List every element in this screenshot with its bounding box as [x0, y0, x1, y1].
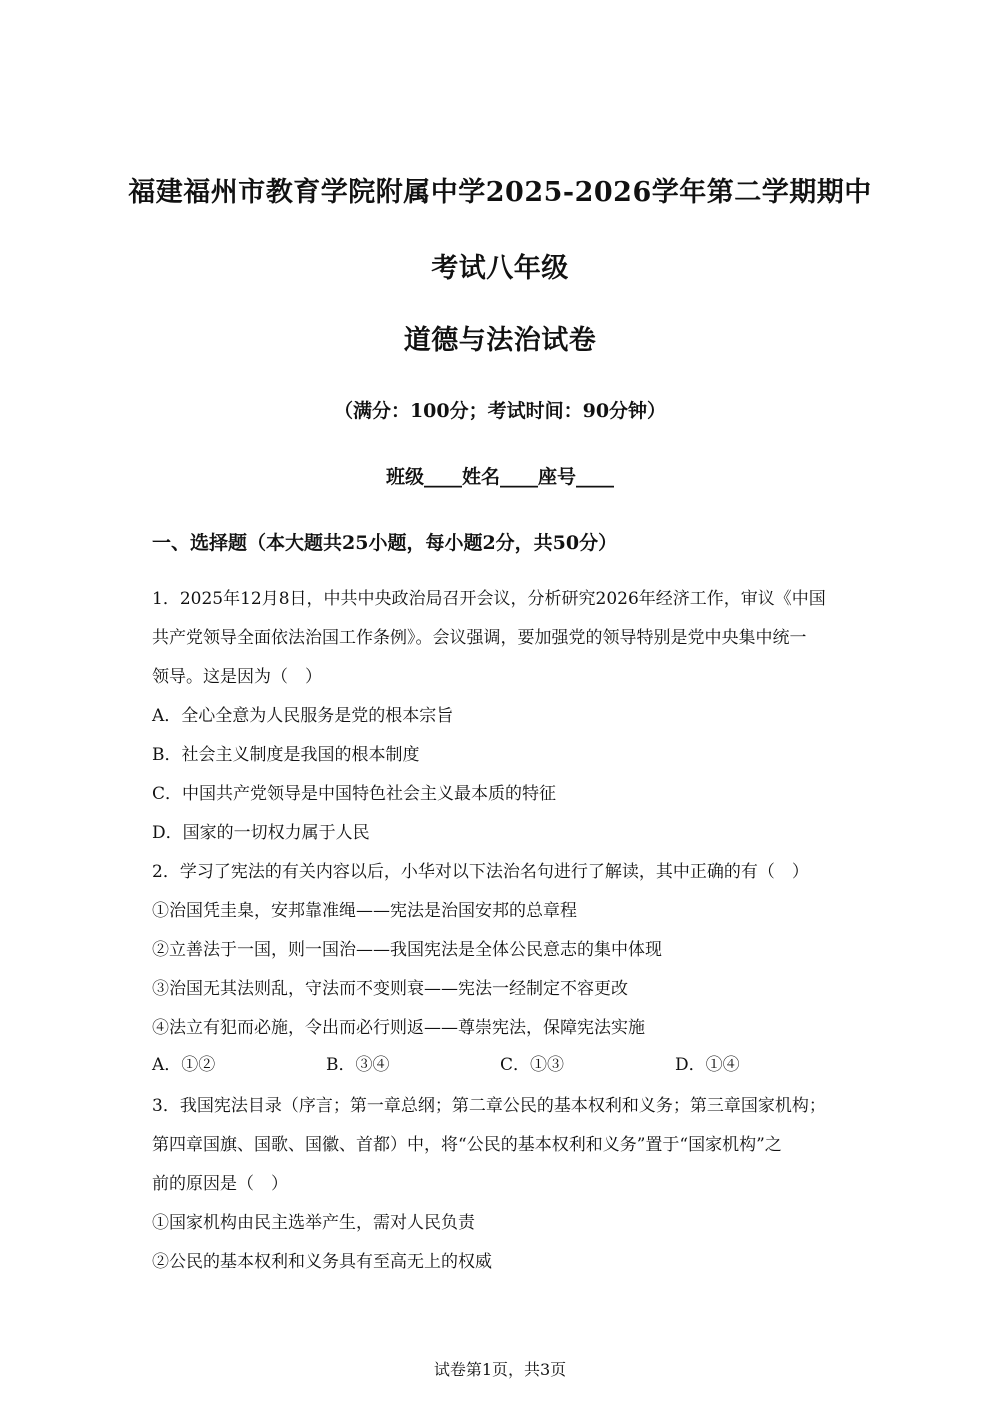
q2-item-4: ④法立有犯而必施，令出而必行则返——尊崇宪法，保障宪法实施 [152, 1018, 645, 1038]
q2-option-a: A．①② [152, 1055, 216, 1075]
q1-stem-line1: 1．2025年12月8日，中共中央政治局召开会议，分析研究2026年经济工作，审议《中国 [152, 589, 826, 609]
q3-item-1: ①国家机构由民主选举产生，需对人民负责 [152, 1213, 475, 1233]
section-heading-choice: 一、选择题（本大题共25小题，每小题2分，共50分） [152, 532, 618, 554]
exam-subject-title: 道德与法治试卷 [403, 325, 597, 356]
q3-stem-line3: 前的原因是（ ） [152, 1174, 288, 1194]
score-info: （满分：100分；考试时间：90分钟） [333, 400, 667, 422]
q2-item-2: ②立善法于一国，则一国治——我国宪法是全体公民意志的集中体现 [152, 940, 662, 960]
q3-item-2: ②公民的基本权利和义务具有至高无上的权威 [152, 1252, 492, 1272]
exam-title-line2: 考试八年级 [431, 253, 569, 284]
q1-option-c: C．中国共产党领导是中国特色社会主义最本质的特征 [152, 784, 557, 804]
q2-option-d: D．①④ [675, 1055, 740, 1075]
q1-option-a: A．全心全意为人民服务是党的根本宗旨 [152, 706, 454, 726]
page-footer: 试卷第1页，共3页 [433, 1360, 567, 1379]
q1-stem-line2: 共产党领导全面依法治国工作条例》。会议强调，要加强党的领导特别是党中央集中统一 [152, 628, 807, 648]
q3-stem-line2: 第四章国旗、国歌、国徽、首都）中，将“公民的基本权利和义务”置于“国家机构”之 [152, 1135, 782, 1155]
q1-option-d: D．国家的一切权力属于人民 [152, 823, 370, 843]
q1-stem-line3: 领导。这是因为（ ） [152, 667, 322, 687]
q2-stem: 2．学习了宪法的有关内容以后，小华对以下法治名句进行了解读，其中正确的有（ ） [152, 862, 809, 882]
q2-item-3: ③治国无其法则乱，守法而不变则衰——宪法一经制定不容更改 [152, 979, 628, 999]
q2-option-b: B．③④ [326, 1055, 390, 1075]
q1-option-b: B．社会主义制度是我国的根本制度 [152, 745, 420, 765]
student-info-blanks: 班级____姓名____座号____ [385, 466, 614, 488]
q3-stem-line1: 3．我国宪法目录（序言；第一章总纲；第二章公民的基本权利和义务；第三章国家机构； [152, 1096, 826, 1116]
q2-item-1: ①治国凭圭臬，安邦靠准绳——宪法是治国安邦的总章程 [152, 901, 577, 921]
q2-options-row [152, 1050, 852, 1076]
q2-option-c: C．①③ [500, 1055, 565, 1075]
exam-title-line1: 福建福州市教育学院附属中学2025-2026学年第二学期期中 [128, 177, 872, 208]
